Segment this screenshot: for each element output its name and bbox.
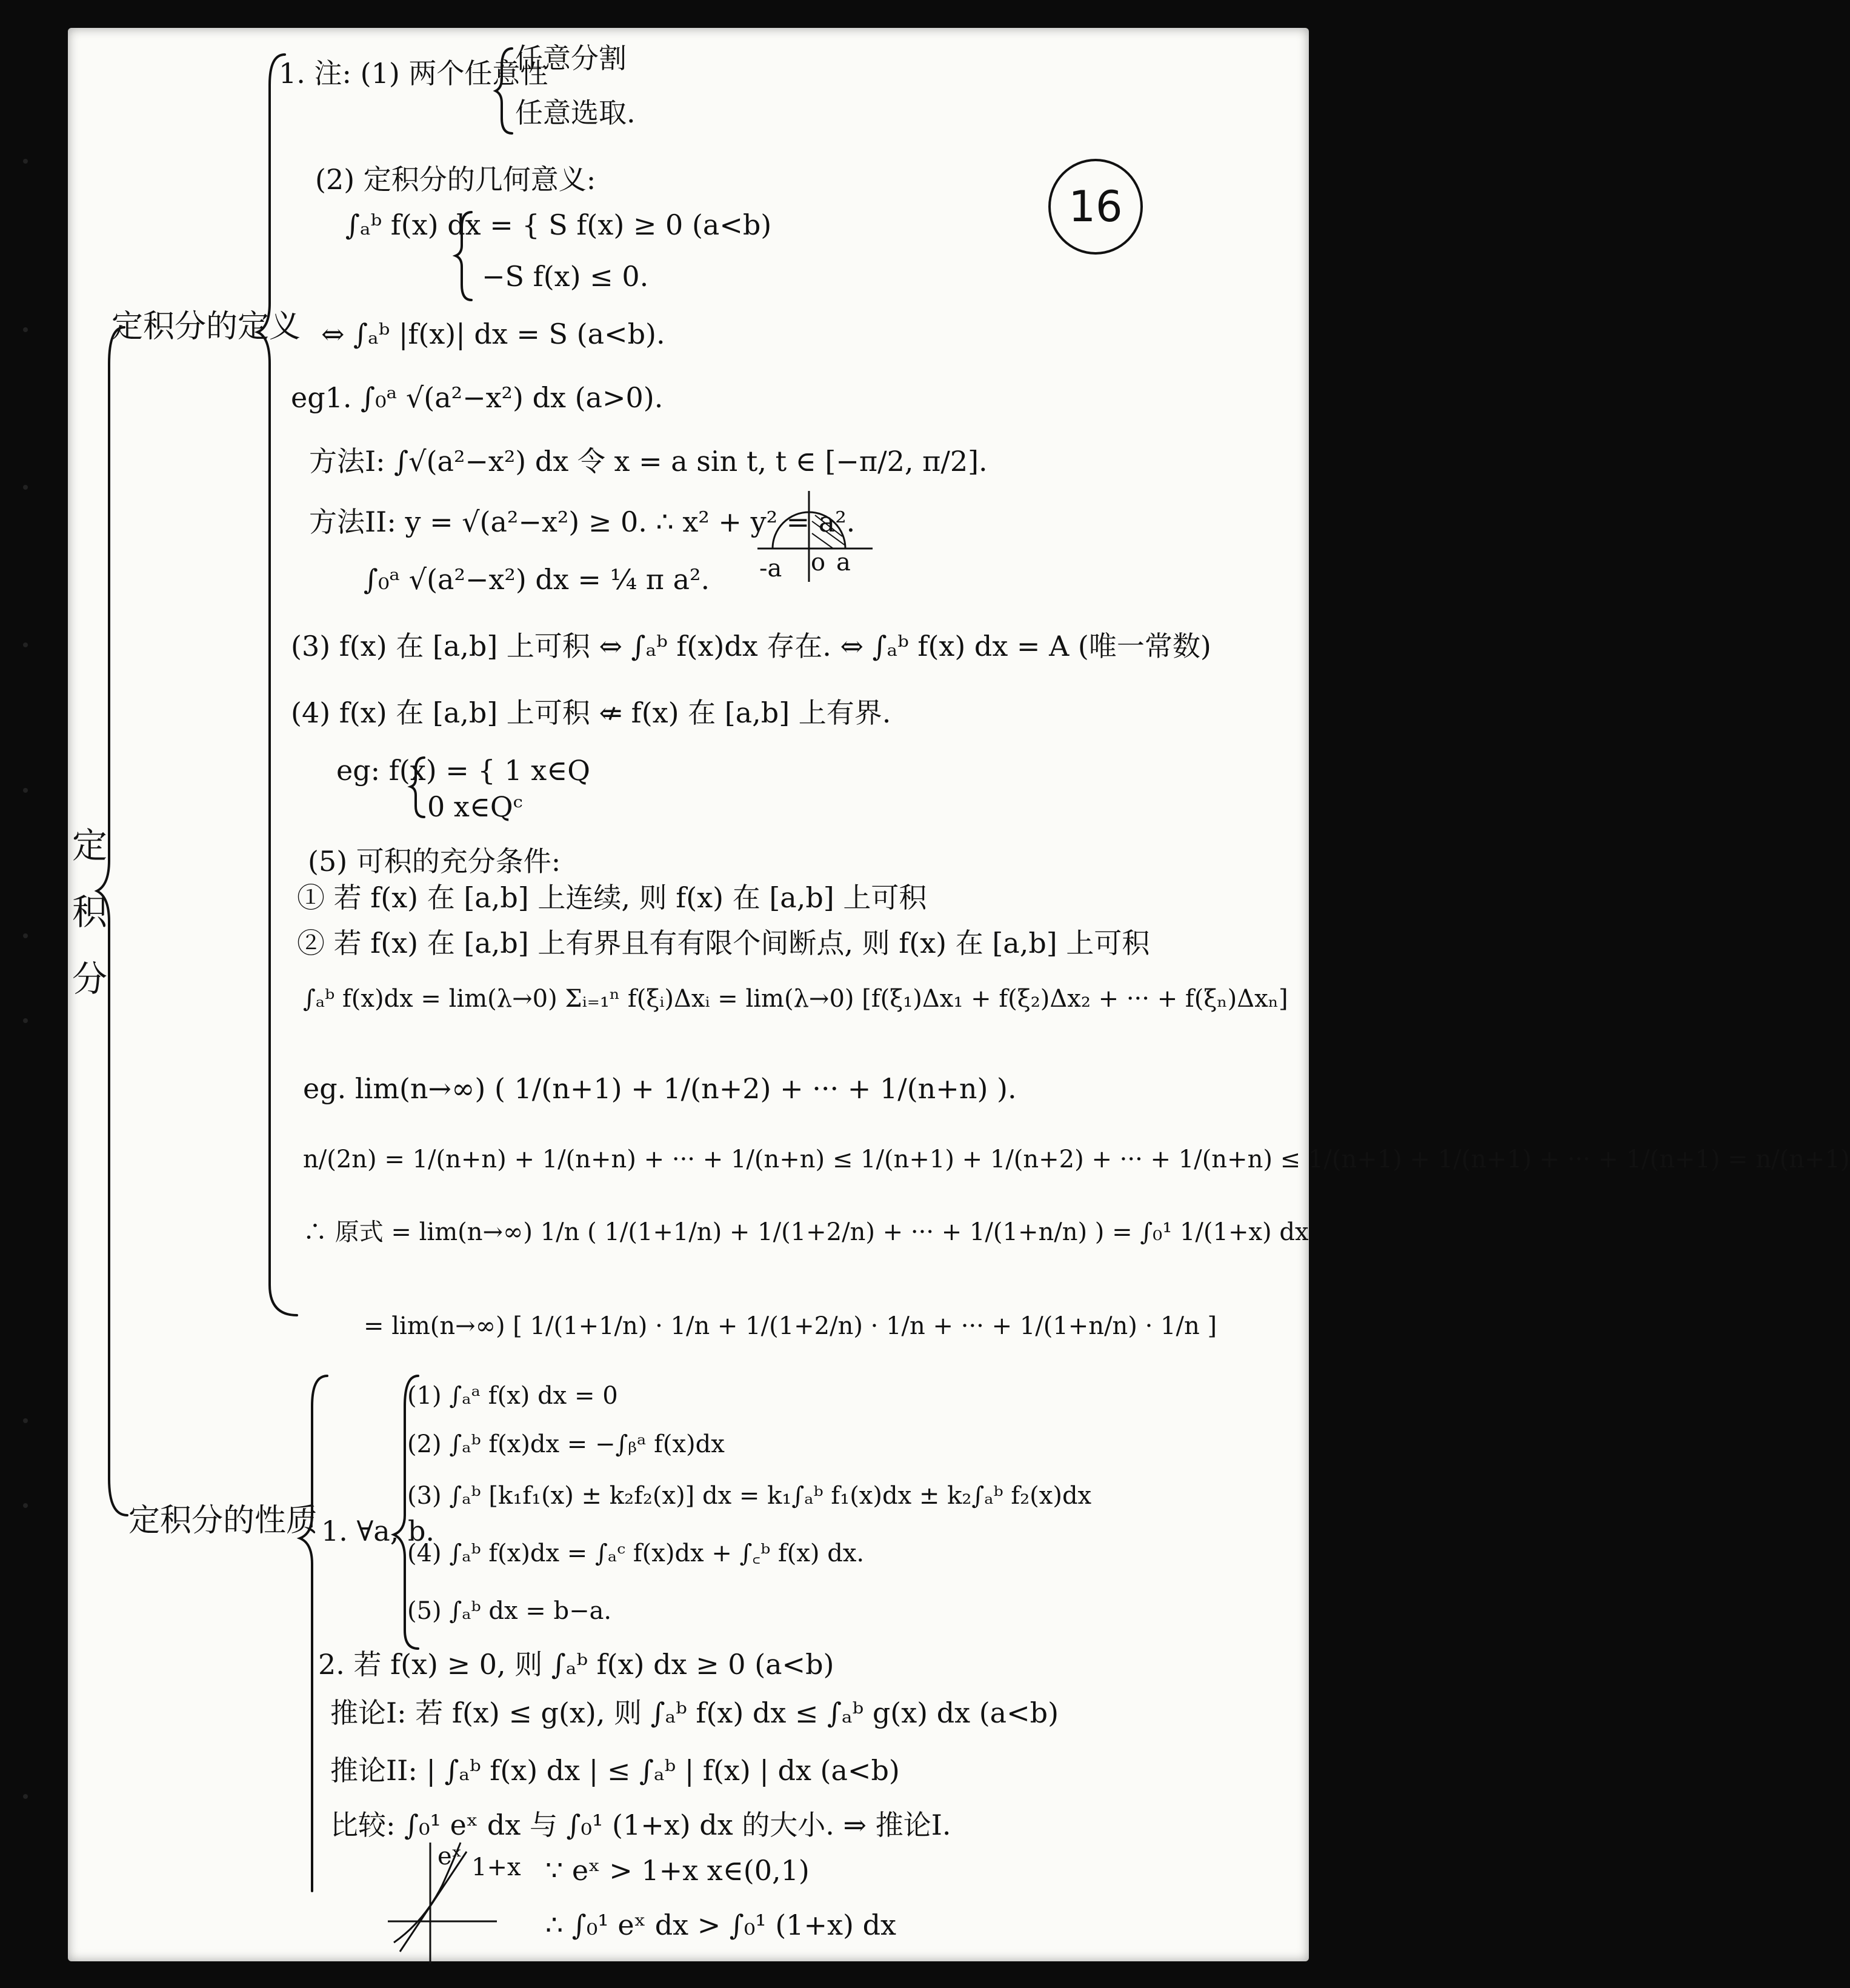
branch-definition: 定积分的定义 (111, 309, 301, 345)
limit-to-integral: ∴ 原式 = lim(n→∞) 1/n ( 1/(1+1/n) + 1/(1+2/n) + ··· + 1/(1+n/n) ) = ∫₀¹ 1/(1+x) dx (303, 1218, 1309, 1246)
formula-abs-area: ⇔ ∫ₐᵇ |f(x)| dx = S (a<b). (321, 318, 665, 350)
comparison-conclusion: ∴ ∫₀¹ eˣ dx > ∫₀¹ (1+x) dx (545, 1909, 896, 1941)
corollary-2: 推论II: | ∫ₐᵇ f(x) dx | ≤ ∫ₐᵇ | f(x) | dx (a<b) (330, 1754, 900, 1787)
note-arbitrary-partition: 任意分割 (515, 42, 627, 75)
root-topic: 定积分 (72, 825, 107, 1000)
comparison-reason: ∵ eˣ > 1+x x∈(0,1) (545, 1854, 810, 1887)
example-1: eg1. ∫₀ᵃ √(a²−x²) dx (a>0). (291, 381, 664, 414)
sketch-label-neg-a: -a (759, 555, 782, 582)
sketch-label-a: a (836, 549, 851, 576)
formula-geometric-2: −S f(x) ≤ 0. (482, 260, 649, 293)
method-2: 方法II: y = √(a²−x²) ≥ 0. ∴ x² + y² = a². (309, 505, 856, 538)
property-nonnegative: 2. 若 f(x) ≥ 0, 则 ∫ₐᵇ f(x) dx ≥ 0 (a<b) (318, 1648, 834, 1681)
property-1: (1) ∫ₐᵃ f(x) dx = 0 (407, 1382, 618, 1410)
limit-expanded: = lim(n→∞) [ 1/(1+1/n) · 1/n + 1/(1+2/n) · 1/n + ··· + 1/(1+n/n) · 1/n ] (364, 1312, 1217, 1340)
property-5: (5) ∫ₐᵇ dx = b−a. (407, 1597, 612, 1625)
sketch-label-o: o (811, 549, 826, 576)
formula-geometric-1: ∫ₐᵇ f(x) dx = { S f(x) ≥ 0 (a<b) (345, 208, 772, 241)
note-arbitrariness: 1. 注: (1) 两个任意性 (279, 57, 548, 90)
note-arbitrary-choice: 任意选取. (515, 96, 636, 129)
note-integrable-equiv: (3) f(x) 在 [a,b] 上可积 ⇔ ∫ₐᵇ f(x)dx 存在. ⇔ ∫ₐᵇ f(x) dx = A (唯一常数) (291, 630, 1211, 662)
squeeze-inequality: n/(2n) = 1/(n+n) + 1/(n+n) + ··· + 1/(n+n) ≤ 1/(n+1) + 1/(n+2) + ··· + 1/(n+n) ≤ 1/(n+1) + 1/(n+1) + ··· + 1/(n+1) = n/(n+1) (303, 1146, 1850, 1173)
example-dirichlet-1: eg: f(x) = { 1 x∈Q (336, 754, 590, 787)
property-4-additivity: (4) ∫ₐᵇ f(x)dx = ∫ₐᶜ f(x)dx + ∫꜀ᵇ f(x) dx. (407, 1539, 865, 1567)
example-dirichlet-2: 0 x∈Qᶜ (427, 790, 523, 823)
method-1: 方法I: ∫√(a²−x²) dx 令 x = a sin t, t ∈ [−π/2, π/2]. (309, 445, 988, 478)
property-2: (2) ∫ₐᵇ f(x)dx = −∫ᵦᵃ f(x)dx (407, 1430, 725, 1458)
condition-bounded-discontinuities: ② 若 f(x) 在 [a,b] 上有界且有有限个间断点, 则 f(x) 在 [a,b] 上可积 (297, 927, 1150, 959)
method-2-result: ∫₀ᵃ √(a²−x²) dx = ¼ π a². (364, 563, 710, 596)
note-geometric-meaning: (2) 定积分的几何意义: (315, 163, 596, 196)
condition-continuous: ① 若 f(x) 在 [a,b] 上连续, 则 f(x) 在 [a,b] 上可积 (297, 881, 927, 914)
comparison-question: 比较: ∫₀¹ eˣ dx 与 ∫₀¹ (1+x) dx 的大小. ⇒ 推论I. (330, 1809, 951, 1841)
property-for-all-ab: 1. ∀a, b. (321, 1515, 435, 1547)
corollary-1: 推论I: 若 f(x) ≤ g(x), 则 ∫ₐᵇ f(x) dx ≤ ∫ₐᵇ g(x) dx (a<b) (330, 1696, 1059, 1729)
sketch-label-linear: 1+x (471, 1853, 521, 1881)
note-integrable-bounded: (4) f(x) 在 [a,b] 上可积 ⇍ f(x) 在 [a,b] 上有界. (291, 696, 891, 729)
page-number: 16 (1048, 159, 1143, 255)
branch-properties: 定积分的性质 (128, 1503, 318, 1539)
property-3-linearity: (3) ∫ₐᵇ [k₁f₁(x) ± k₂f₂(x)] dx = k₁∫ₐᵇ f₁(x)dx ± k₂∫ₐᵇ f₂(x)dx (407, 1482, 1092, 1510)
sketch-label-exp: eˣ (438, 1843, 462, 1870)
example-limit: eg. lim(n→∞) ( 1/(n+1) + 1/(n+2) + ··· + 1/(n+n) ). (303, 1072, 1017, 1105)
formula-riemann-sum: ∫ₐᵇ f(x)dx = lim(λ→0) Σᵢ₌₁ⁿ f(ξᵢ)Δxᵢ = lim(λ→0) [f(ξ₁)Δx₁ + f(ξ₂)Δx₂ + ··· + f(ξₙ)Δxₙ] (303, 985, 1288, 1013)
note-sufficient-conditions: (5) 可积的充分条件: (308, 845, 561, 878)
